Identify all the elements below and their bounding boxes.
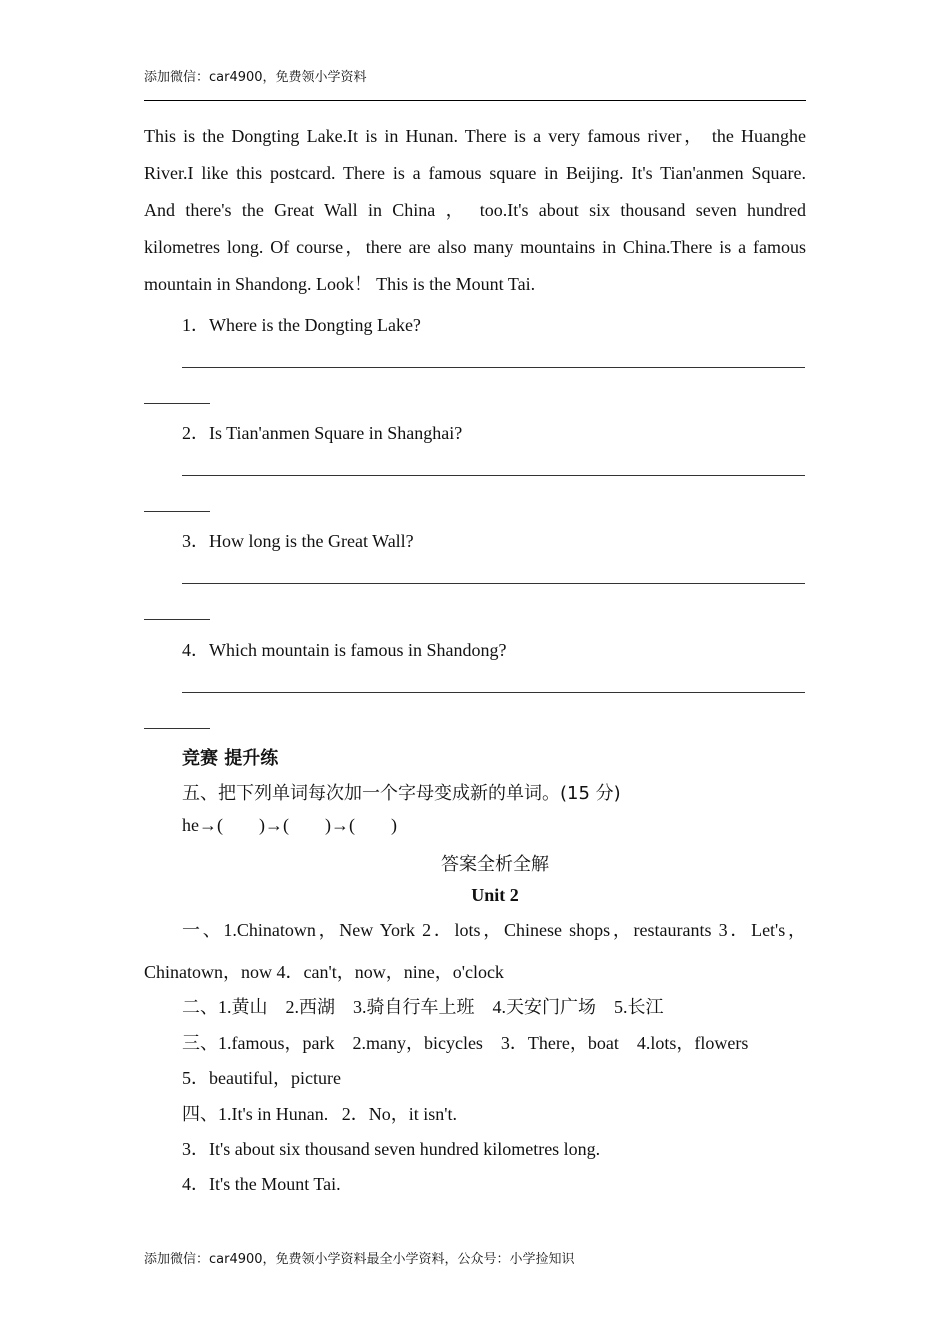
answer-line-2[interactable] (182, 475, 805, 476)
page-footer: 添加微信：car4900，免费领小学资料最全小学资料，公众号：小学捡知识 (144, 1252, 575, 1267)
answer-4-line-3: 4．It's the Mount Tai. (182, 1174, 341, 1194)
answer-3-line-2: 5．beautiful，picture (182, 1068, 341, 1088)
passage-line-5: mountain in Shandong. Look！ This is the Mount Tai. (144, 274, 536, 294)
question-4: 4．Which mountain is famous in Shandong? (182, 640, 507, 660)
passage-line-1: This is the Dongting Lake.It is in Hunan. There is a very famous river， the Huanghe (144, 126, 806, 146)
answer-line-4[interactable] (182, 692, 805, 693)
passage-line-3: And there's the Great Wall in China ， too.It's about six thousand seven hundred (144, 200, 806, 220)
question-3: 3．How long is the Great Wall? (182, 531, 414, 551)
answer-3-line-1: 三、1.famous，park 2.many，bicycles 3．There，boat 4.lots，flowers (182, 1033, 749, 1053)
answers-unit: Unit 2 (471, 885, 519, 905)
answer-1-line-1: 一、1.Chinatown，New York 2．lots，Chinese shops，restaurants 3．Let's， (182, 920, 806, 940)
passage-line-2: River.I like this postcard. There is a famous square in Beijing. It's Tian'anmen Square. (144, 163, 806, 183)
answer-line-3-cont[interactable] (144, 619, 210, 620)
answer-4-line-2: 3．It's about six thousand seven hundred kilometres long. (182, 1139, 601, 1159)
answer-line-1-cont[interactable] (144, 403, 210, 404)
passage-line-4: kilometres long. Of course，there are also many mountains in China.There is a famous (144, 237, 806, 257)
section-instruction: 五、把下列单词每次加一个字母变成新的单词。(15 分) (182, 783, 621, 804)
header-divider (144, 100, 806, 101)
answer-line-1[interactable] (182, 367, 805, 368)
question-1: 1．Where is the Dongting Lake? (182, 315, 421, 335)
page-header: 添加微信：car4900，免费领小学资料 (144, 70, 367, 85)
answer-line-4-cont[interactable] (144, 728, 210, 729)
answer-2: 二、1.黄山 2.西湖 3.骑自行车上班 4.天安门广场 5.长江 (182, 997, 664, 1017)
question-2: 2．Is Tian'anmen Square in Shanghai? (182, 423, 463, 443)
answer-1-line-2: Chinatown，now 4．can't，now，nine，o'clock (144, 962, 504, 982)
answer-4-line-1: 四、1.It's in Hunan. 2．No，it isn't. (182, 1104, 457, 1124)
answers-title: 答案全析全解 (441, 854, 549, 875)
word-chain-exercise: he→( )→( )→( ) (182, 815, 397, 835)
answer-line-2-cont[interactable] (144, 511, 210, 512)
answer-line-3[interactable] (182, 583, 805, 584)
section-heading: 竞赛 提升练 (182, 748, 279, 769)
